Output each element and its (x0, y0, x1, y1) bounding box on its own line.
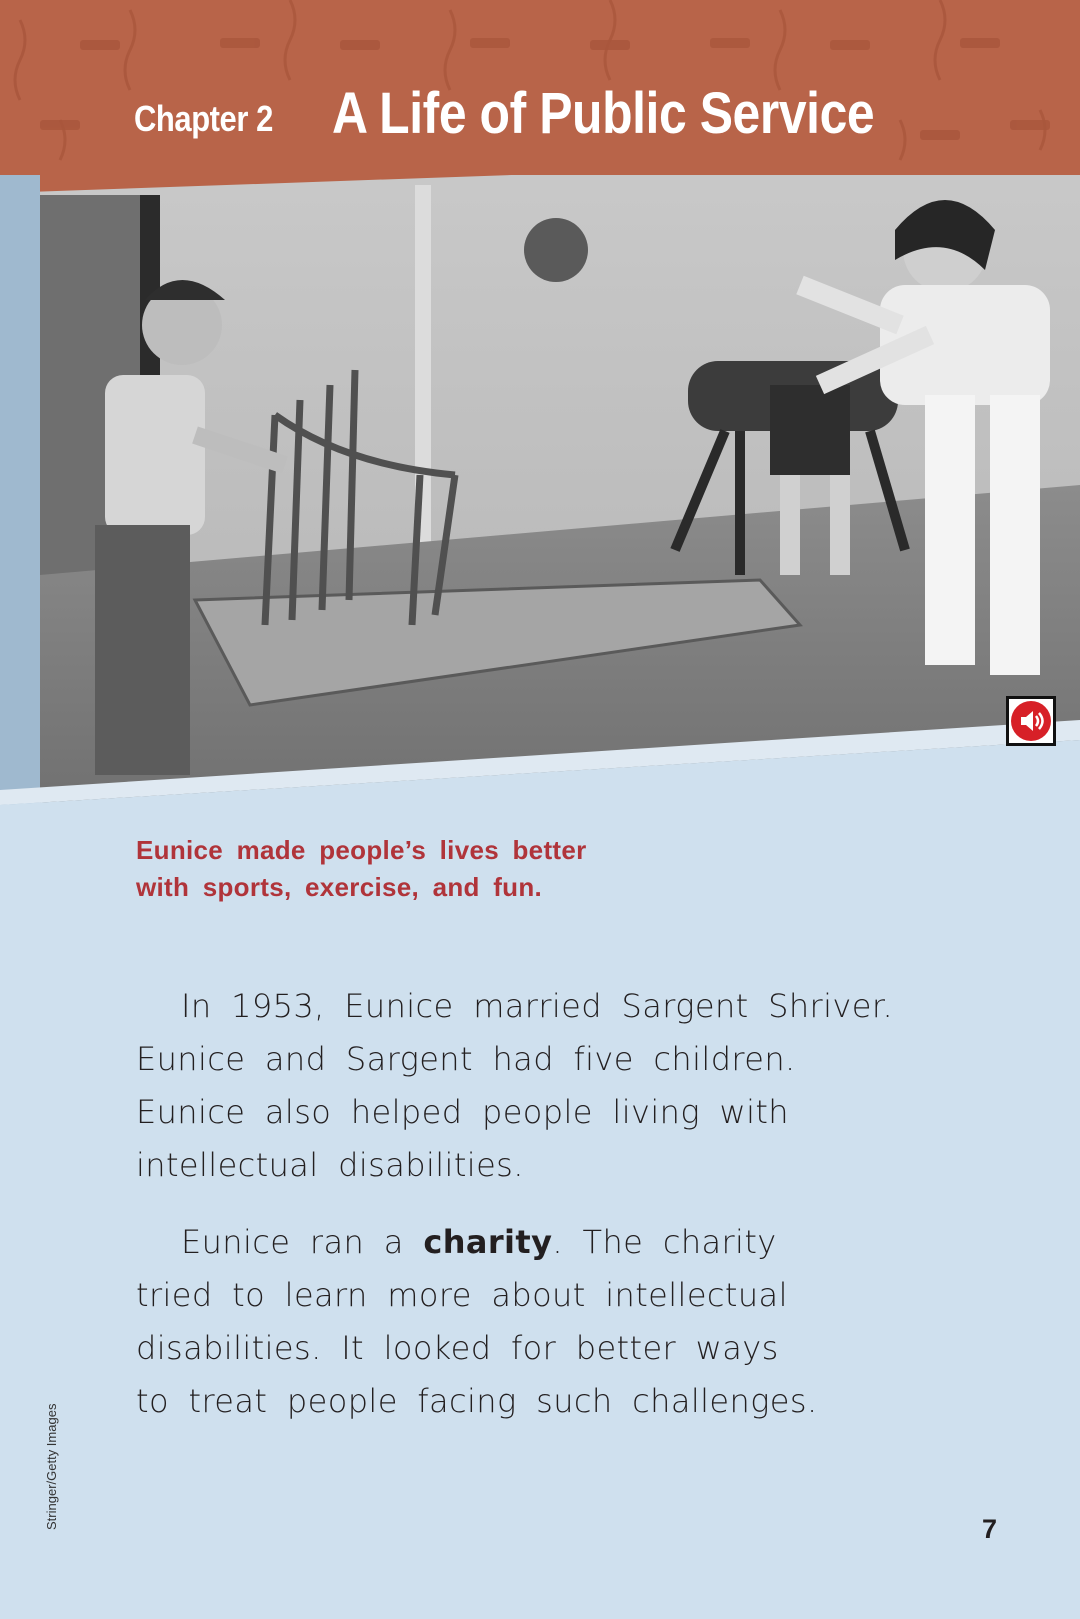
paragraph-line: to treat people facing such challenges. (136, 1382, 818, 1420)
paragraph (136, 1216, 936, 1428)
glossary-term: charity (423, 1223, 553, 1261)
paragraph-line: tried to learn more about intellectual (136, 1276, 788, 1314)
paragraph-line: In 1953, Eunice married Sargent Shriver. (181, 987, 894, 1025)
paragraph-line: disabilities. It looked for better ways (136, 1329, 779, 1367)
paragraph-line (136, 1216, 936, 1269)
paragraph-line: Eunice also helped people living with (136, 1093, 789, 1131)
paragraph (136, 980, 936, 1192)
caption-line: with sports, exercise, and fun. (136, 872, 543, 902)
text-run: . The charity (552, 1223, 777, 1261)
chapter-number: Chapter 2 (134, 98, 273, 139)
text-run: Eunice ran a (181, 1223, 424, 1261)
paragraph-line: intellectual disabilities. (136, 1146, 524, 1184)
page-number: 7 (982, 1514, 998, 1544)
chapter-title: A Life of Public Service (332, 81, 875, 146)
caption-line: Eunice made people’s lives better (136, 835, 587, 865)
photo-credit: Stringer/Getty Images (44, 1403, 59, 1530)
chapter-photo (0, 175, 1080, 825)
paragraph-line: Eunice and Sargent had five children. (136, 1040, 796, 1078)
audio-speaker-icon (1011, 701, 1051, 741)
audio-play-button[interactable] (1006, 696, 1056, 746)
photo-caption (136, 832, 696, 906)
body-text (136, 980, 936, 1452)
